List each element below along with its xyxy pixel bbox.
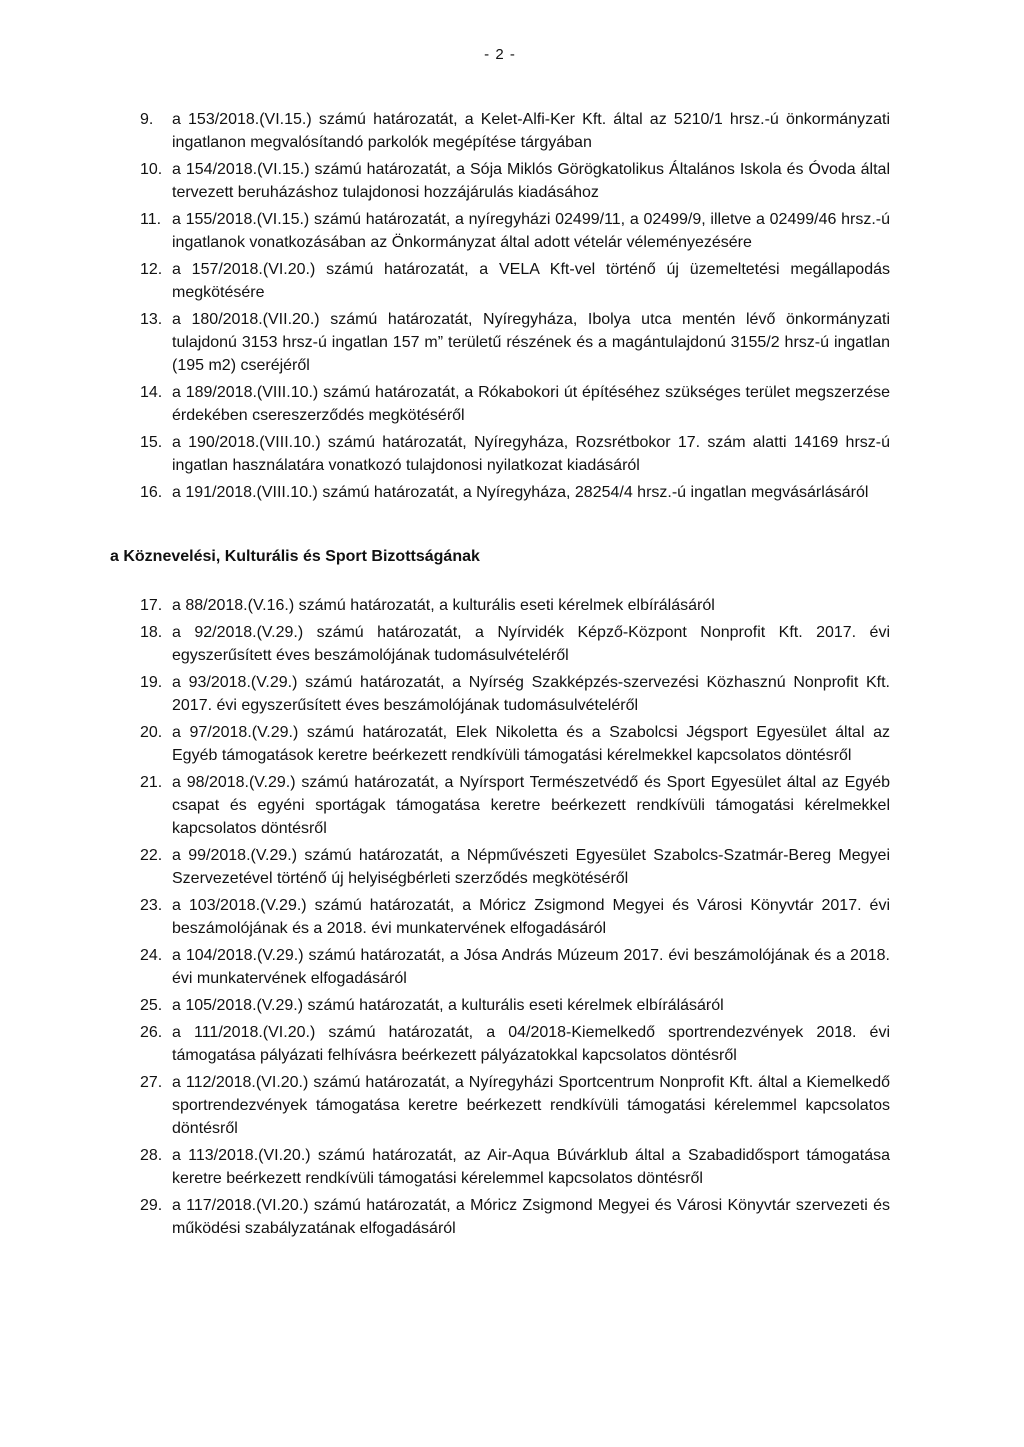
resolution-item: [0, 621, 1024, 667]
resolution-item: [0, 994, 1024, 1017]
item-number: 18.: [140, 624, 163, 641]
item-number: 20.: [140, 724, 163, 741]
resolution-item: [0, 1144, 1024, 1190]
item-text: a 88/2018.(V.16.) számú határozatát, a kulturális eseti kérelmek elbírálásáról: [172, 597, 715, 614]
item-text: a 154/2018.(VI.15.) számú határozatát, a Sója Miklós Görögkatolikus Általános Iskola és Óvoda által tervezett beruházáshoz tulajdonosi hozzájárulás kiadásához: [172, 161, 890, 201]
item-text: a 190/2018.(VIII.10.) számú határozatát, Nyíregyháza, Rozsrétbokor 17. szám alatti 14169 hrsz-ú ingatlan használatára vonatkozó tulajdonosi nyilatkozat kiadásáról: [172, 434, 890, 474]
item-number: 17.: [140, 597, 163, 614]
resolution-item: [0, 671, 1024, 717]
item-text: a 93/2018.(V.29.) számú határozatát, a Nyírség Szakképzés-szervezési Közhasznú Nonprofit Kft. 2017. évi egyszerűsített éves beszámolójának tudomásulvételéről: [172, 674, 890, 714]
item-text: a 99/2018.(V.29.) számú határozatát, a Népművészeti Egyesület Szabolcs-Szatmár-Bereg Megyei Szervezetével történő új helyiségbérleti szerződés megkötéséről: [172, 847, 890, 887]
item-text: a 112/2018.(VI.20.) számú határozatát, a Nyíregyházi Sportcentrum Nonprofit Kft. által a Kiemelkedő sportrendezvények támogatása keretre beérkezett rendkívüli támogatási kérelemmel kapcsolatos döntésről: [172, 1074, 890, 1137]
item-text: a 191/2018.(VIII.10.) számú határozatát, a Nyíregyháza, 28254/4 hrsz.-ú ingatlan megvásárlásáról: [172, 484, 869, 501]
resolution-item: [0, 721, 1024, 767]
resolution-item: [0, 258, 1024, 304]
item-number: 19.: [140, 674, 163, 691]
item-number: 21.: [140, 774, 163, 791]
resolution-item: [0, 771, 1024, 840]
item-text: a 111/2018.(VI.20.) számú határozatát, a 04/2018-Kiemelkedő sportrendezvények 2018. évi támogatása pályázati felhívásra beérkezett pályázatokkal kapcsolatos döntésről: [172, 1024, 890, 1064]
item-number: 16.: [140, 484, 163, 501]
item-text: a 157/2018.(VI.20.) számú határozatát, a VELA Kft-vel történő új üzemeltetési megállapodás megkötésére: [172, 261, 890, 301]
item-number: 24.: [140, 947, 163, 964]
item-number: 27.: [140, 1074, 163, 1091]
item-number: 29.: [140, 1197, 163, 1214]
resolution-item: [0, 594, 1024, 617]
item-text: a 117/2018.(VI.20.) számú határozatát, a Móricz Zsigmond Megyei és Városi Könyvtár szervezeti és működési szabályzatának elfogadásáról: [172, 1197, 890, 1237]
resolution-list-top: [0, 108, 1024, 508]
resolution-item: [0, 944, 1024, 990]
item-text: a 153/2018.(VI.15.) számú határozatát, a Kelet-Alfi-Ker Kft. által az 5210/1 hrsz.-ú önkormányzati ingatlanon megvalósítandó parkolók megépítése tárgyában: [172, 111, 890, 151]
item-text: a 113/2018.(VI.20.) számú határozatát, az Air-Aqua Búvárklub által a Szabadidősport támogatása keretre beérkezett rendkívüli támogatási kérelemmel kapcsolatos döntésről: [172, 1147, 890, 1187]
resolution-item: [0, 381, 1024, 427]
resolution-item: [0, 108, 1024, 154]
item-number: 26.: [140, 1024, 163, 1041]
resolution-item: [0, 208, 1024, 254]
resolution-list-bottom: [0, 594, 1024, 1244]
item-text: a 98/2018.(V.29.) számú határozatát, a Nyírsport Természetvédő és Sport Egyesület által az Egyéb csapat és egyéni sportágak támogatása keretre beérkezett rendkívüli támogatási kérelmekkel kapcsolatos döntésről: [172, 774, 890, 837]
item-text: a 97/2018.(V.29.) számú határozatát, Elek Nikoletta és a Szabolcsi Jégsport Egyesület által az Egyéb támogatások keretre beérkezett rendkívüli támogatási kérelmekkel kapcsolatos döntésről: [172, 724, 890, 764]
page-number: - 2 -: [484, 46, 516, 63]
resolution-item: [0, 431, 1024, 477]
item-text: a 104/2018.(V.29.) számú határozatát, a Jósa András Múzeum 2017. évi beszámolójának és a 2018. évi munkatervének elfogadásáról: [172, 947, 890, 987]
item-number: 28.: [140, 1147, 163, 1164]
resolution-item: [0, 844, 1024, 890]
resolution-item: [0, 481, 1024, 504]
resolution-item: [0, 894, 1024, 940]
section-heading: a Köznevelési, Kulturális és Sport Bizottságának: [110, 548, 480, 565]
resolution-item: [0, 158, 1024, 204]
item-number: 25.: [140, 997, 163, 1014]
item-number: 22.: [140, 847, 163, 864]
item-number: 13.: [140, 311, 163, 328]
item-number: 23.: [140, 897, 163, 914]
item-number: 15.: [140, 434, 163, 451]
item-number: 9.: [140, 111, 154, 128]
item-text: a 155/2018.(VI.15.) számú határozatát, a nyíregyházi 02499/11, a 02499/9, illetve a 02499/46 hrsz.-ú ingatlanok vonatkozásában az Önkormányzat által adott vételár véleményezésére: [172, 211, 890, 251]
resolution-item: [0, 308, 1024, 377]
item-text: a 189/2018.(VIII.10.) számú határozatát, a Rókabokori út építéséhez szükséges terület megszerzése érdekében csereszerződés megkötéséről: [172, 384, 890, 424]
item-number: 12.: [140, 261, 163, 278]
item-number: 10.: [140, 161, 163, 178]
item-text: a 92/2018.(V.29.) számú határozatát, a Nyírvidék Képző-Központ Nonprofit Kft. 2017. évi egyszerűsített éves beszámolójának tudomásulvételéről: [172, 624, 890, 664]
resolution-item: [0, 1071, 1024, 1140]
item-text: a 103/2018.(V.29.) számú határozatát, a Móricz Zsigmond Megyei és Városi Könyvtár 2017. évi beszámolójának és a 2018. évi munkatervének elfogadásáról: [172, 897, 890, 937]
item-number: 14.: [140, 384, 163, 401]
resolution-item: [0, 1194, 1024, 1240]
item-number: 11.: [140, 211, 162, 228]
resolution-item: [0, 1021, 1024, 1067]
item-text: a 180/2018.(VII.20.) számú határozatát, Nyíregyháza, Ibolya utca mentén lévő önkormányzati tulajdonú 3153 hrsz-ú ingatlan 157 m” területű részének és a magántulajdonú 3155/2 hrsz-ú ingatlan (195 m2) cseréjéről: [172, 311, 890, 374]
item-text: a 105/2018.(V.29.) számú határozatát, a kulturális eseti kérelmek elbírálásáról: [172, 997, 724, 1014]
